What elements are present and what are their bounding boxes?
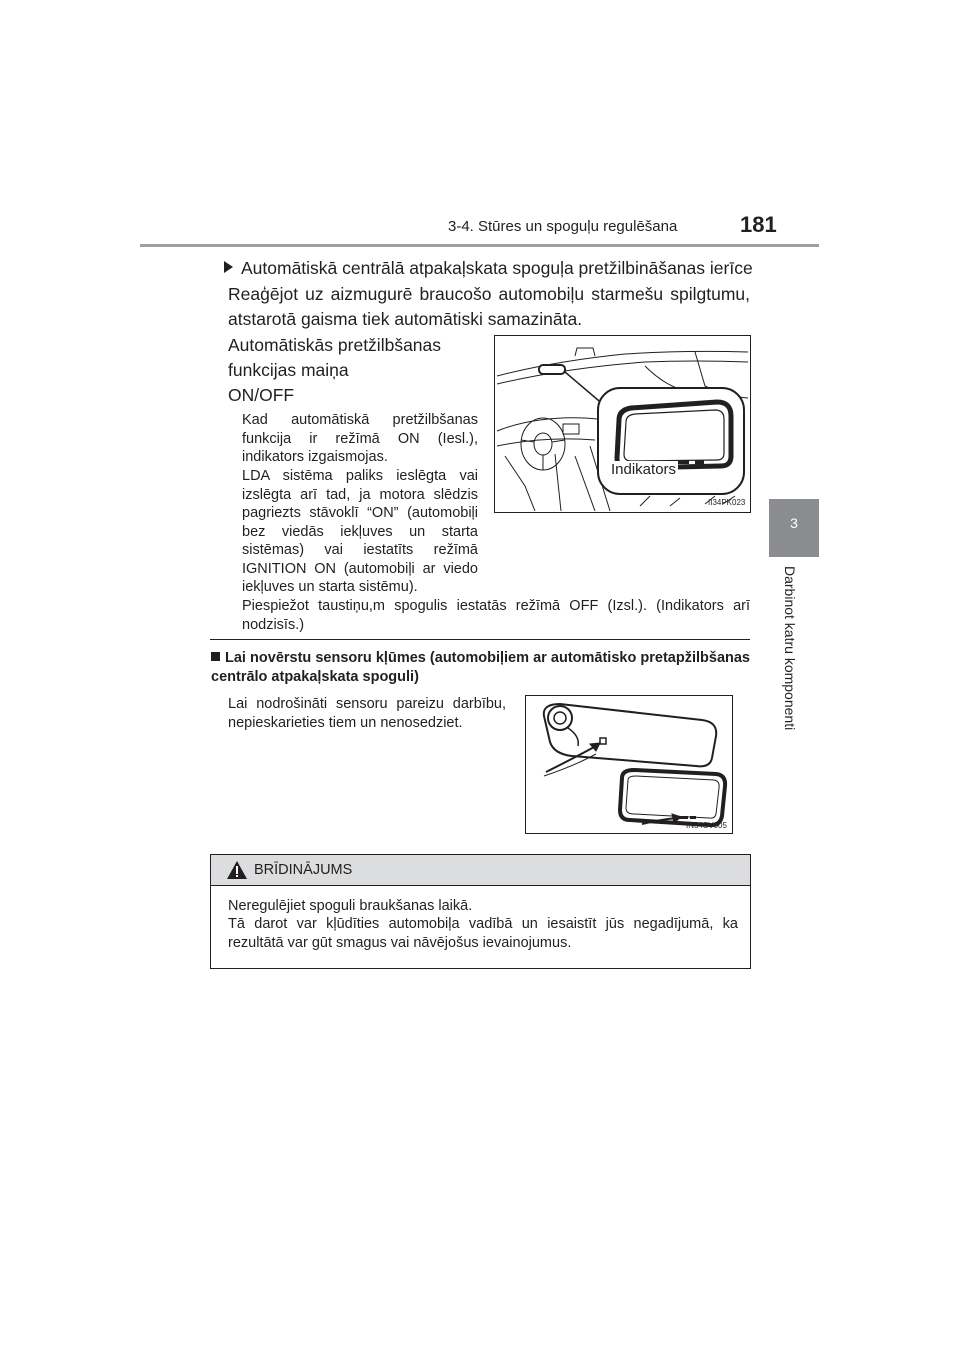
paragraph-lda: LDA sistēma paliks ieslēgta vai izslēgta arī tad, ja motora slēdzis pagriezts stāvoklī “ON” (automobiļi bez viedās iekļuves un starta sistēmas) vai iestatīts režīmā IGNITION ON (automobiļi ar viedo iekļuves un starta sistēmu). — [242, 468, 478, 595]
page-number: 181 — [740, 212, 777, 237]
note-heading: Lai novērstu sensoru kļūmes (automobiļiem ar automātisko pretapžilbšanas centrālo atpakaļskata spoguli) — [211, 650, 750, 685]
sensor-illustration — [526, 696, 732, 833]
warning-triangle-icon — [226, 860, 248, 880]
switch-label: Automātiskās pretžilbšanas funkcijas maiņa ON/OFF — [228, 335, 442, 405]
triangle-bullet-icon — [224, 261, 233, 273]
chapter-title: Darbinot katru komponenti — [782, 566, 798, 731]
intro-paragraph: Reaģējot uz aizmugurē braucošo automobiļu starmešu spilgtumu, atstarotā gaisma tiek automātiski samazināta. — [228, 284, 750, 329]
note-paragraph: Lai nodrošināti sensoru pareizu darbību, nepieskarieties tiem un nenosedziet. — [228, 696, 506, 731]
square-bullet-icon — [211, 652, 220, 661]
cabin-illustration — [495, 336, 750, 512]
figure1-code: II34PK023 — [708, 498, 746, 507]
paragraph-off: Piespiežot taustiņu,m spogulis iestatās režīmā OFF (Izsl.). (Indikators arī nodzisīs.) — [242, 598, 750, 633]
header-rule — [140, 244, 819, 247]
figure-mirror-cabin — [494, 335, 751, 513]
section-title: 3-4. Stūres un spoguļu regulēšana — [448, 218, 678, 235]
paragraph-indicator: Kad automātiskā pretžilbšanas funkcija ir režīmā ON (Iesl.), indikators izgaismojas. — [242, 412, 478, 465]
figure-mirror-sensors — [525, 695, 733, 834]
chapter-number: 3 — [790, 515, 798, 531]
section-heading: Automātiskā centrālā atpakaļskata spoguļa pretžilbināšanas ierīce — [224, 256, 764, 281]
warning-line1: Neregulējiet spoguli braukšanas laikā. — [228, 898, 473, 914]
indicator-callout-label: Indikators — [611, 461, 677, 478]
warning-title: BRĪDINĀJUMS — [254, 862, 353, 878]
warning-line2: Tā darot var kļūdīties automobiļa vadībā un iesaistīt jūs negadījumā, ka rezultātā var gūt smagus vai nāvējošus ievainojumus. — [228, 916, 738, 951]
figure2-code: IN34SV005 — [686, 821, 727, 830]
section-divider — [210, 639, 750, 640]
